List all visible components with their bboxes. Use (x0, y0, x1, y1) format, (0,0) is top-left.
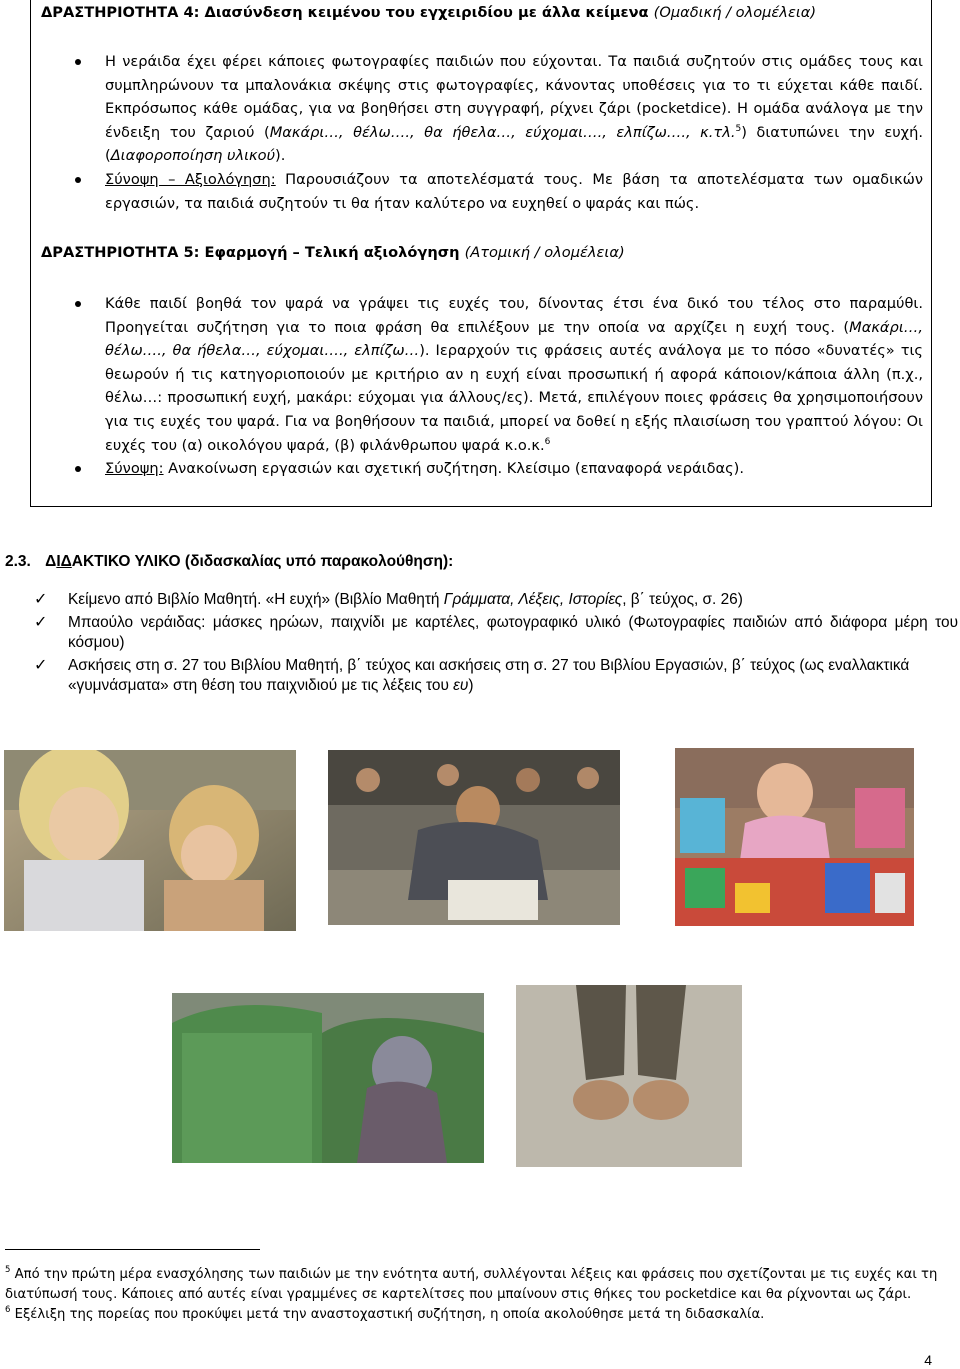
material-list (34, 590, 958, 697)
activity4-mode: (Ομαδική / ολομέλεια) (653, 4, 817, 21)
material-item: ✓ Μπαούλο νεράιδας: μάσκες ηρώων, παιχνίδι με καρτέλες, φωτογραφικό υλικό (Φωτογραφίες παιδιών από διάφορα μέρη του κόσμου) (34, 613, 958, 651)
activity5-list (105, 292, 923, 481)
section-number: 2.3. (5, 553, 31, 570)
photo-bare-feet (516, 985, 742, 1167)
activity5-bullet-1: Κάθε παιδί βοηθά τον ψαρά να γράψει τις ευχές του, δίνοντας έτσι ένα δικό του τέλος στο παραμύθι. Προηγείται συζήτηση για το ποια φράση θα επιλέξουν με την οποία να αρχίζει η ευχή τους. (Μακάρι…, θέλω…., θα ήθελα…, εύχομαι…., ελπίζω…). Ιεραρχούν τις φράσεις αυτές ανάλογα με το πόσο «δυνατές» τις θεωρούν ή τις κατηγοριοποιούν με κριτήριο αν η ευχή είναι προσωπική ή αφορά κάποιον/κάποια άλλη (π.χ., θέλω…: προσωπική ευχή, μακάρι: εύχομαι για άλλους/ες). Μετά, επιλέγουν ποιες φράσεις θα χρησιμοποιήσουν για τις ευχές του ψαρά. Για να βοηθήσουν τα παιδιά, μπορεί να δοθεί η εξής πλαισίωση του γραπτού λόγου: Οι ευχές του (α) οικολόγου ψαρά, (β) φιλάνθρωπου ψαρά κ.ο.κ.$^6$ (105, 292, 923, 457)
footnote-ref-6: 6 (544, 436, 551, 447)
activity5-bullet-2: Σύνοψη: Ανακοίνωση εργασιών και σχετική συζήτηση. Κλείσιμο (επαναφορά νεράιδας). (105, 457, 923, 481)
photo-boy-writing (328, 750, 620, 925)
activity4-list (105, 50, 923, 215)
material-item: ✓ Ασκήσεις στη σ. 27 του Βιβλίου Μαθητή, β΄ τεύχος και ασκήσεις στη σ. 27 του Βιβλίου Εργασιών, β΄ τεύχος (ως εναλλακτικά «γυμνάσματα» στη θέση του παιχνιδιού με τις λέξεις του ευ) (34, 656, 910, 694)
material-item: ✓ Κείμενο από Βιβλίο Μαθητή. «Η ευχή» (Βιβλίο Μαθητή Γράμματα, Λέξεις, Ιστορίες, β΄ τεύχος, σ. 26) (68, 590, 958, 611)
checkmark-icon: ✓ (34, 613, 48, 631)
activity5-title: ΔΡΑΣΤΗΡΙΟΤΗΤΑ 5: Εφαρμογή – Τελική αξιολόγηση (41, 244, 460, 261)
photo-woman-bins (172, 993, 484, 1163)
footnote-ref-5: 5 (735, 123, 742, 134)
footnote-6: $^6$ Εξέλιξη της πορείας που προκύψει μετά την αναστοχαστική συζήτηση, η οποία ακολούθησε μετά τη διδασκαλία. (5, 1305, 765, 1322)
activity4-bullet-2: Σύνοψη – Αξιολόγηση: Παρουσιάζουν τα αποτελέσματά τους. Με βάση τα αποτελέσματα των ομαδικών εργασιών, τα παιδιά συζητούν τι θα ήταν καλύτερο να ευχηθεί ο ψαράς και πώς. (105, 168, 923, 215)
checkmark-icon: ✓ (34, 591, 48, 608)
activity5-heading (41, 244, 625, 261)
activity5-mode: (Ατομική / ολομέλεια) (464, 244, 625, 261)
bullet-icon (75, 177, 81, 183)
footnote-separator (5, 1249, 260, 1250)
activity4-heading (41, 4, 816, 21)
bullet-icon (75, 301, 81, 307)
photo-girl-with-toys (675, 748, 914, 926)
section-title: ΔΙΔΑΚΤΙΚΟ ΥΛΙΚΟ (διδασκαλίας υπό παρακολούθηση): (45, 553, 454, 570)
page-number: 4 (924, 1352, 932, 1368)
activity4-title: ΔΡΑΣΤΗΡΙΟΤΗΤΑ 4: Διασύνδεση κειμένου του εγχειριδίου με άλλα κείμενα (41, 4, 649, 21)
checkmark-icon: ✓ (34, 656, 48, 674)
photo-girls-sitting (4, 750, 296, 931)
section-heading (5, 553, 453, 571)
activity4-bullet-1: Η νεράιδα έχει φέρει κάποιες φωτογραφίες παιδιών που εύχονται. Τα παιδιά συζητούν στις ομάδες τους και συμπληρώνουν τα μπαλονάκια σκέψης στις φωτογραφίες, κάνοντας υποθέσεις για το τι εύχεται κάθε παιδί. Εκπρόσωπος κάθε ομάδας, για να βοηθήσει στη συγγραφή, ρίχνει ζάρι (pocketdice). Η ομάδα ανάλογα με την ένδειξη του ζαριού (Μακάρι…, θέλω…., θα ήθελα…, εύχομαι…., ελπίζω…., κ.τλ.$^5$) διατυπώνει την ευχή. (Διαφοροποίηση υλικού). (105, 50, 923, 168)
footnote-5: $^5$ Από την πρώτη μέρα ενασχόλησης των παιδιών με την ενότητα αυτή, συλλέγονται λέξεις και φράσεις που σχετίζονται με τις ευχές και τη διατύπωσή τους. Κάποιες από αυτές είναι γραμμένες σε καρτελίτσες που μπαίνουν στις θήκες του pocketdice και θα ρίχνονται ως ζάρι. (5, 1265, 938, 1302)
bullet-icon (75, 59, 81, 65)
